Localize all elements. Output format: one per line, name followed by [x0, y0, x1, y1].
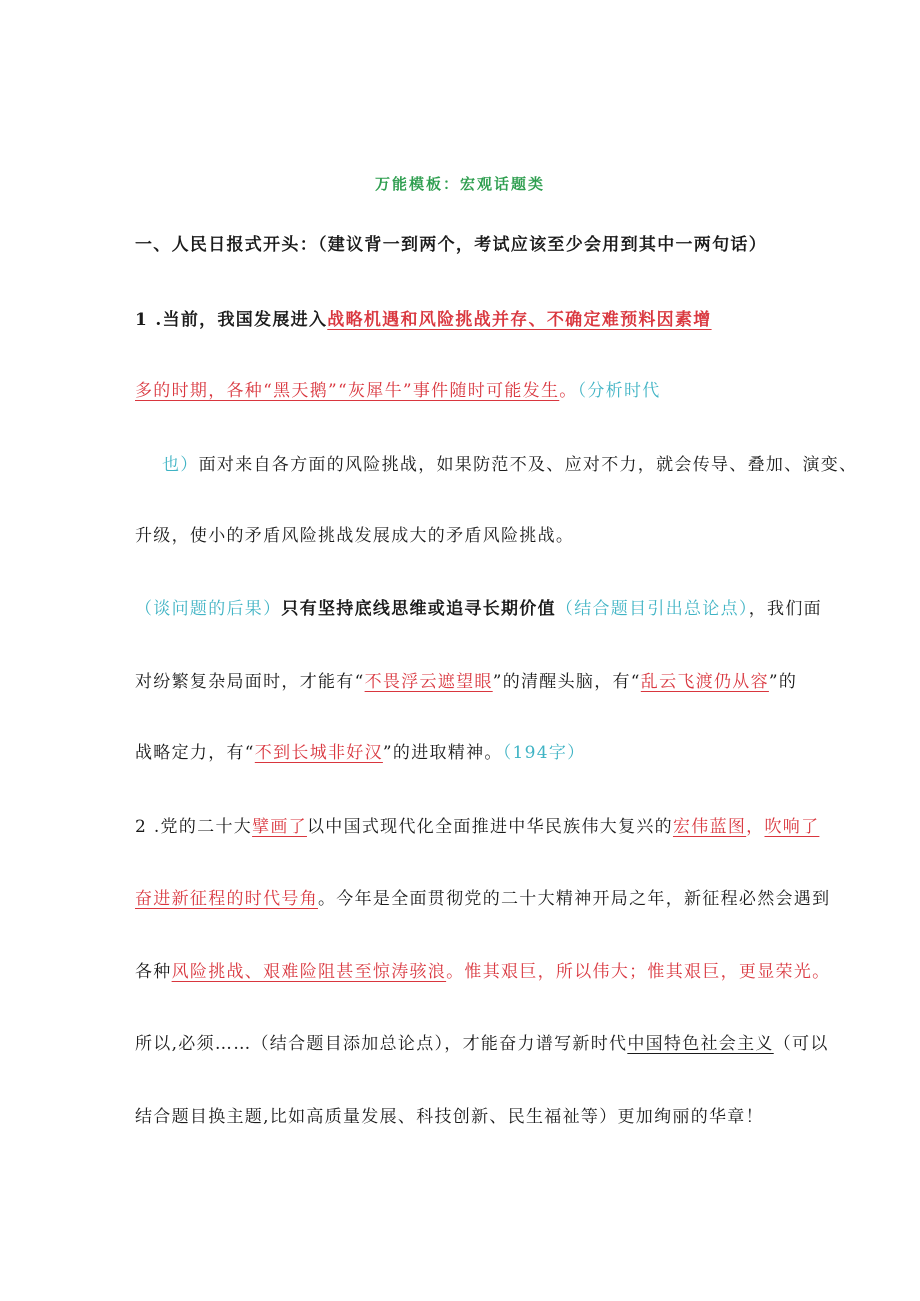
item-number: 1 [135, 310, 149, 330]
p1-text: ”的 [768, 672, 798, 692]
p1-line-1 [135, 308, 712, 332]
p2-line-4 [135, 1032, 829, 1056]
highlight-red: 吹响了 [764, 817, 820, 837]
highlight-red: 不到长城非好汉 [254, 743, 383, 763]
section-heading: 一、人民日报式开头：（建议背一到两个，考试应该至少会用到其中一两句话） [135, 235, 767, 255]
p1-line-6 [135, 670, 797, 694]
document-title: 万能模板：宏观话题类 [374, 175, 545, 193]
highlight-red: 擘画了 [252, 817, 307, 837]
highlight-red: 多的时期，各种“黑天鹅”“灰犀牛”事件随时可能发生 [135, 381, 560, 401]
p2-line-1 [135, 815, 819, 839]
p2-text: 以中国式现代化全面推进中华民族伟大复兴的 [306, 817, 673, 837]
p2-text: 。 [446, 962, 465, 982]
p2-line-3 [135, 960, 830, 984]
p1-text: 面对来自各方面的风险挑战，如果防范不及、应对不力，就会传导、叠加、演变、 [198, 455, 858, 475]
highlight-red: 战略机遇和风险挑战并存、不确定难预料因素增 [327, 310, 712, 330]
p1-text: 。 [559, 381, 578, 401]
p1-line-7 [135, 741, 585, 765]
p2-text: 。今年是全面贯彻党的二十大精神开局之年，新征程必然会遇到 [318, 889, 831, 909]
p2-line-2 [135, 887, 830, 911]
p1-text: 战略定力，有“ [135, 743, 255, 763]
highlight-red: 宏伟蓝图 [672, 817, 747, 837]
p1-text: ”的清醒头脑，有“ [492, 672, 641, 692]
p2-text: 各种 [135, 962, 172, 982]
p1-line-3 [162, 453, 857, 477]
p1-bold-text: 只有坚持底线思维或追寻长期价值 [281, 599, 556, 619]
annotation-note: （谈问题的后果） [135, 599, 282, 619]
p2-text: ， [746, 817, 765, 837]
p1-line-4: 升级，使小的矛盾风险挑战发展成大的矛盾风险挑战。 [135, 526, 575, 546]
p2-line-5: 结合题目换主题,比如高质量发展、科技创新、民生福祉等）更加绚丽的华章！ [135, 1107, 764, 1127]
annotation-note: （结合题目引出总论点） [555, 599, 749, 619]
highlight-red: 风险挑战、艰难险阻甚至惊涛骇浪 [171, 962, 447, 982]
p1-line-5 [135, 597, 822, 621]
p1-text: 对纷繁复杂局面时，才能有“ [135, 672, 365, 692]
p2-text: 所以,必须……（结合题目添加总论点），才能奋力谱写新时代 [135, 1034, 628, 1054]
underlined-term: 中国特色社会主义 [627, 1034, 774, 1054]
highlight-red: 奋进新征程的时代号角 [135, 889, 318, 909]
p1-line-2 [135, 379, 661, 403]
highlight-red: 不畏浮云遮望眼 [364, 672, 493, 692]
p1-text: ，我们面 [748, 599, 822, 619]
p1-text: ”的进取精神。 [382, 743, 503, 763]
highlight-red: 惟其艰巨，所以伟大；惟其艰巨，更显荣光。 [464, 962, 831, 982]
highlight-red: 乱云飞渡仍从容 [640, 672, 769, 692]
item-number: 2 [135, 817, 148, 837]
annotation-note: （分析时代 [577, 381, 661, 401]
p2-text: （可以 [773, 1034, 829, 1054]
annotation-note: 也） [162, 455, 199, 475]
p1-text: .当前，我国发展进入 [155, 310, 328, 330]
word-count-note: （194字） [502, 743, 586, 763]
p2-text: .党的二十大 [153, 817, 253, 837]
